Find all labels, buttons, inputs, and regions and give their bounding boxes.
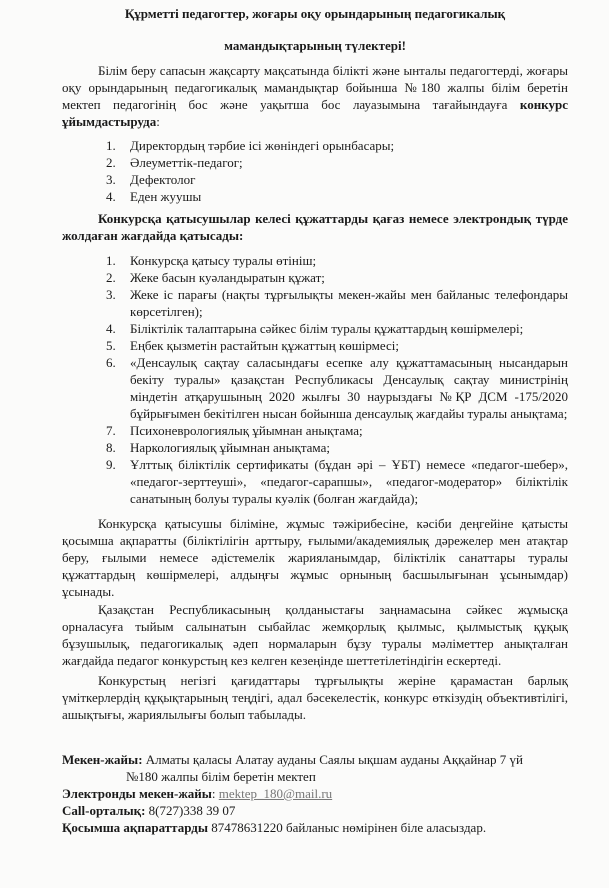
list-item <box>92 337 568 354</box>
list-item <box>92 252 568 269</box>
item-text: Наркологиялық ұйымнан анықтама; <box>130 440 330 455</box>
item-text: Еңбек қызметін растайтын құжаттың көшірмесі; <box>130 338 399 353</box>
address-line <box>62 751 582 768</box>
item-number: 1. <box>106 253 116 268</box>
item-number: 9. <box>106 457 116 472</box>
list-item <box>92 269 568 286</box>
list-item <box>92 354 568 422</box>
item-number: 1. <box>106 138 116 153</box>
email-link[interactable]: mektep_180@mail.ru <box>218 786 333 801</box>
item-number: 3. <box>106 287 116 302</box>
item-number: 4. <box>106 189 116 204</box>
list-item <box>92 137 568 154</box>
list-item <box>92 171 568 188</box>
address-value: Алматы қаласы Алатау ауданы Саялы ықшам ауданы Аққайнар 7 үй <box>142 752 523 767</box>
list-item <box>92 422 568 439</box>
page-title-line1: Құрметті педагогтер, жоғары оқу орындарының педагогикалық <box>124 6 506 21</box>
item-text: Жеке іс парағы (нақты тұрғылықты мекен-жайы мен байланыс телефондары көрсетілген); <box>130 287 568 319</box>
positions-list <box>62 137 568 205</box>
call-line <box>62 802 582 819</box>
item-text: Әлеуметтік-педагог; <box>130 155 243 170</box>
item-number: 6. <box>106 355 116 370</box>
info-line <box>62 819 582 836</box>
intro-tail: : <box>156 114 160 129</box>
info-value: 87478631220 байланыс нөмірінен біле аласыздар. <box>208 820 487 835</box>
email-separator: : <box>211 786 219 801</box>
documents-heading: Конкурсқа қатысушылар келесі құжаттарды қағаз немесе электрондық түрде жолдаған жағдайда қатысады: <box>62 211 568 243</box>
list-item <box>92 439 568 456</box>
item-text: Біліктілік талаптарына сәйкес білім туралы құжаттардың көшірмелері; <box>130 321 524 336</box>
list-item <box>92 320 568 337</box>
item-text: Еден жуушы <box>130 189 202 204</box>
documents-list <box>62 252 568 507</box>
paragraph-disqualification: Қазақстан Республикасының қолданыстағы заңнамасына сәйкес жұмысқа орналасуға тыйым салынатын сыбайлас жемқорлық қылмыс, қылмыстық құқық бұзушылық, педагогикалық әдеп нормаларын бұзу туралы мәліметтер анықталған жағдайда педагог конкурстың кез келген кезеңінде шеттетілетіндігін ескертеді. <box>62 602 568 668</box>
list-item <box>92 188 568 205</box>
list-item <box>92 456 568 507</box>
intro-paragraph <box>62 62 568 130</box>
item-text: Жеке басын куәландыратын құжат; <box>130 270 325 285</box>
list-item <box>92 154 568 171</box>
item-text: Дефектолог <box>130 172 196 187</box>
item-number: 8. <box>106 440 116 455</box>
address-label: Мекен-жайы: <box>62 752 143 767</box>
list-item <box>92 286 568 320</box>
paragraph-additional-info: Конкурсқа қатысушы біліміне, жұмыс тәжірибесіне, кәсіби деңгейіне қатысты қосымша ақпаратты (біліктілігін арттыру, ғылыми/академиялық дәрежелер мен атақтар беру, ғылыми немесе әдістемелік жарияланымдар, біліктілік санаттары туралы құжаттардың көшірмелері, алдыңғы жұмыс орнының басшылығынан ұсынымдар) ұсынады. <box>62 516 568 599</box>
item-text: Директордың тәрбие ісі жөніндегі орынбасары; <box>130 138 395 153</box>
item-number: 3. <box>106 172 116 187</box>
contacts <box>62 751 582 836</box>
page-title-line2: мамандықтарының түлектері! <box>224 38 406 53</box>
paragraph-principles: Конкурстың негізгі қағидаттары тұрғылықты жеріне қарамастан барлық үміткерлердің құқықтарының теңдігі, адал бәсекелестік, конкурс өткізудің объективтілігі, ашықтығы, жариялылығы болып табылады. <box>62 673 568 722</box>
call-label: Call-орталық: <box>62 803 146 818</box>
email-label: Электронды мекен-жайы <box>62 786 212 801</box>
item-number: 2. <box>106 155 116 170</box>
item-text: Конкурсқа қатысу туралы өтініш; <box>130 253 317 268</box>
item-text: Психоневрологиялық ұйымнан анықтама; <box>130 423 363 438</box>
item-number: 4. <box>106 321 116 336</box>
item-number: 2. <box>106 270 116 285</box>
info-label: Қосымша ақпараттарды <box>62 820 209 835</box>
intro-text: Білім беру сапасын жақсарту мақсатында білікті және ынталы педагогтерді, жоғары оқу орындарының педагогикалық мамандықтар бойынша №180 жалпы білім беретін мектеп педагогінің бос және уақытша бос лауазымына тағайындауға <box>62 63 568 112</box>
item-number: 5. <box>106 338 116 353</box>
intro-bold: конкурс ұйымдастыруда <box>62 97 568 129</box>
item-text: Ұлттық біліктілік сертификаты (бұдан әрі – ҰБТ) немесе «педагог-шебер», «педагог-зерттеуші», «педагог-сарапшы», «педагог-модератор» біліктілік санатының болуы туралы куәлік (болған жағдайда); <box>130 457 568 506</box>
item-number: 7. <box>106 423 116 438</box>
call-value: 8(727)338 39 07 <box>145 803 236 818</box>
email-line <box>62 785 582 802</box>
address-line2: №180 жалпы білім беретін мектеп <box>126 769 316 784</box>
item-text: «Денсаулық сақтау саласындағы есепке алу құжаттамасының нысандарын бекіту туралы» қазақстан Республикасы Денсаулық сақтау министрінің міндетін атқарушының 2020 жылғы 30 наурыздағы №ҚР ДСМ -175/2020 бұйрығымен бекітілген нысан бойынша денсаулық жағдайы туралы анықтама; <box>130 355 568 421</box>
